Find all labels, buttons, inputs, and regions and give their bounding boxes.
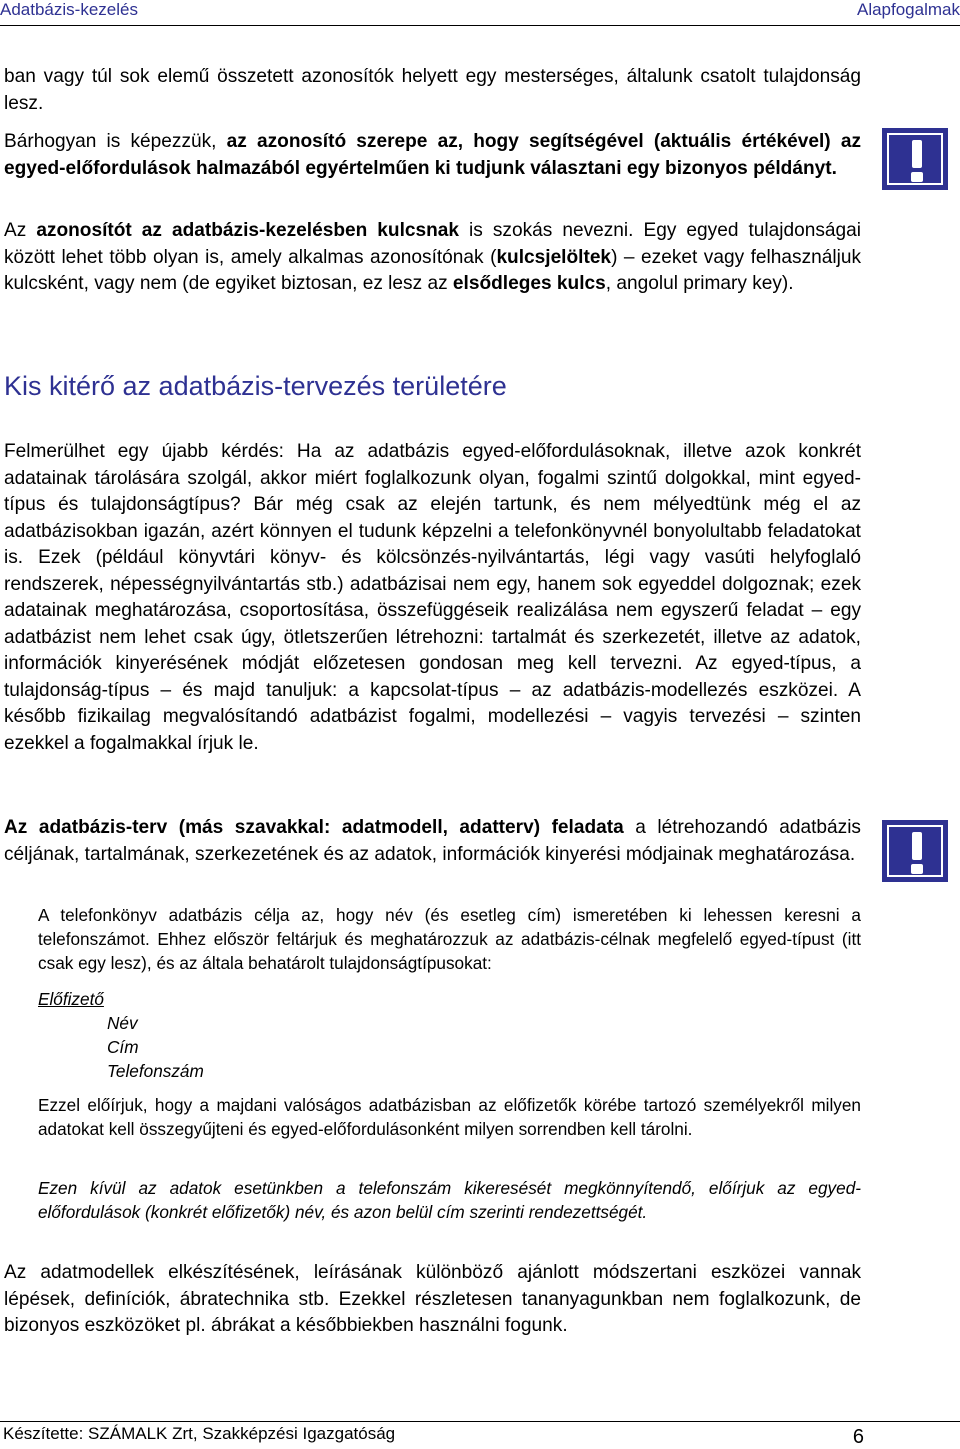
example-paragraph-italic: Ezen kívül az adatok esetünkben a telefonszám kikeresését megkönnyítendő, előírjuk az egyed-előfordulások (konkrét előfizetők) név, és azon belül cím szerinti rendezettségét. [38,1178,861,1222]
example-paragraph: Ezzel előírjuk, hogy a majdani valóságos adatbázisban az előfizetők körébe tartozó személyekről milyen adatokat kell összegyűjteni és egyed-előfordulásonként milyen sorrendben kell tárolni. [38,1095,861,1139]
exclamation-icon [882,128,948,190]
example-paragraph: A telefonkönyv adatbázis célja az, hogy név (és esetleg cím) ismeretében ki lehessen keresni a telefonszámot. Ehhez először feltárjuk és meghatározzuk az adatbázis-célnak megfelelő egyed-típust (itt csak egy lesz), és az általa behatárolt tulajdonságtípusokat: [38,905,861,973]
paragraph: Az adatmodellek elkészítésének, leírásának különböző ajánlott módszertani eszközei vannak lépések, definíciók, ábratechnika stb. Ezekkel részletesen tananyagunkban nem foglalkozunk, de bizonyos eszközöket pl. ábrákat a későbbiekben használni fogunk. [4,1262,861,1336]
page-number: 6 [852,1426,864,1448]
entity-name: Előfizető [38,989,104,1009]
entity-attribute: Cím [107,1037,139,1057]
entity-attribute: Név [107,1013,138,1033]
exclamation-icon [882,820,948,882]
paragraph: Bárhogyan is képezzük, az azonosító szerepe az, hogy segítségével (aktuális értékével) az egyed-előfordulások halmazából egyértelműen ki tudjunk választani egy bizonyos példányt. [4,131,861,179]
paragraph: Az adatbázis-terv (más szavakkal: adatmodell, adatterv) feladata a létrehozandó adatbázis céljának, tartalmának, szerkezetének és az adatok, információk kinyerési módjainak meghatározása. [4,817,861,865]
entity-definition [38,987,204,1083]
header-divider [0,25,960,26]
footer-divider [0,1421,960,1422]
footer-credit: Készítette: SZÁMALK Zrt, Szakképzési Igazgatóság [3,1424,396,1443]
running-header-title: Adatbázis-kezelés [0,0,138,19]
section-heading: Kis kitérő az adatbázis-tervezés területére [4,371,507,401]
paragraph: ban vagy túl sok elemű összetett azonosítók helyett egy mesterséges, általunk csatolt tulajdonság lesz. [4,66,861,114]
paragraph: Az azonosítót az adatbázis-kezelésben kulcsnak is szokás nevezni. Egy egyed tulajdonságai között lehet több olyan is, amely alkalmas azonosítónak (kulcsjelöltek) – ezeket vagy felhasználjuk kulcsként, vagy nem (de egyiket biztosan, ez lesz az elsődleges kulcs, angolul primary key). [4,220,861,294]
running-header-section: Alapfogalmak [856,0,960,19]
entity-attribute: Telefonszám [107,1061,204,1081]
paragraph: Felmerülhet egy újabb kérdés: Ha az adatbázis egyed-előfordulásoknak, illetve azok konkrét adatainak tárolására szolgál, akkor miért foglalkozunk olyan, fogalmi szintű dolgokkal, mint egyed-típus és tulajdonságtípus? Bár még csak az elején tartunk, és nem mélyedtünk még el az adatbázisokban igazán, azért könnyen el tudunk képzelni a telefonkönyvnél bonyolultabb feladatokat is. Ezek (például könyvtári könyv- és kölcsönzés-nyilvántartás, légi vagy vasúti helyfoglaló rendszerek, népességnyilvántartás stb.) adatbázisai nem egy, hanem sok egyeddel dolgoznak; ezek adatainak meghatározása, csoportosítása, összefüggéseik realizálása nem egyszerű feladat – egy adatbázist nem lehet csak úgy, ötletszerűen létrehozni: tartalmát és szerkezetét, illetve az adatok, információk kinyerésének módját előzetesen gondosan meg kell tervezni. Az egyed-típus, a tulajdonság-típus – és majd tanuljuk: a kapcsolat-típus – az adatbázis-modellezés eszközei. A később fizikailag megvalósítandó adatbázist fogalmi, modellezési – vagyis tervezési – szinten ezekkel a fogalmakkal írjuk le. [4,441,861,754]
